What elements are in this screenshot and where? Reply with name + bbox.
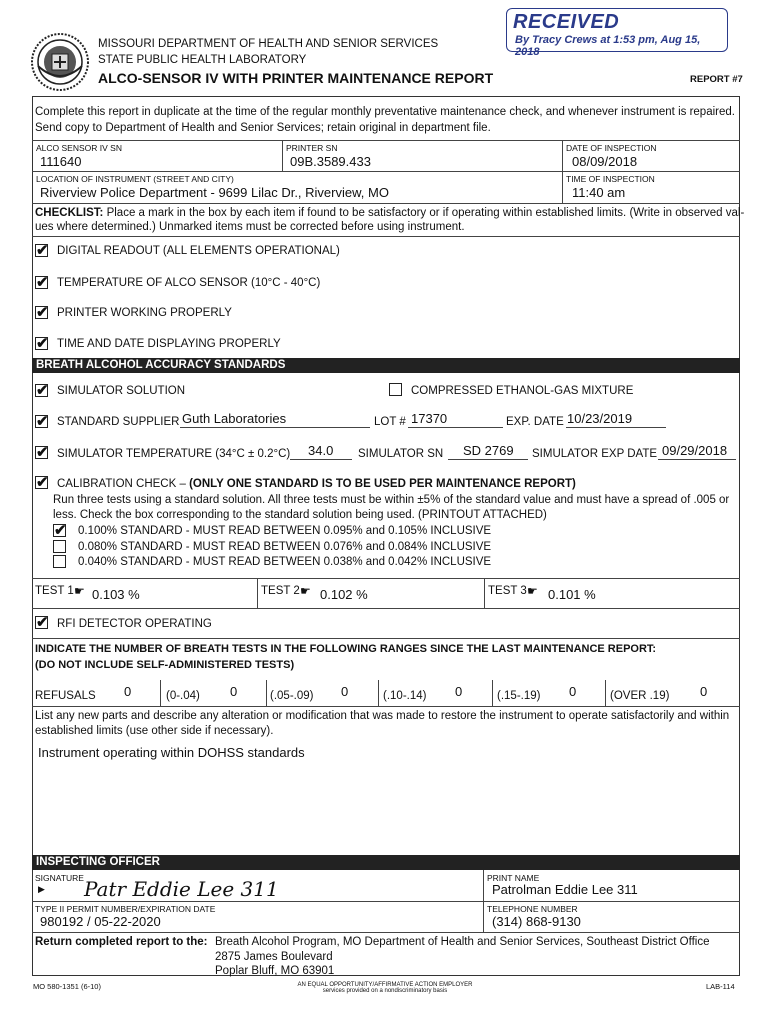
- check-mark-icon: ✔: [36, 382, 49, 399]
- checklist-heading: CHECKLIST:: [35, 207, 104, 219]
- range-label-0-04: (0-.04): [166, 690, 200, 702]
- calibration-heading-a: CALIBRATION CHECK –: [57, 478, 186, 490]
- checklist-intro: [35, 206, 744, 221]
- checkbox-sensor-temperature[interactable]: [35, 276, 48, 289]
- calibration-heading-b: (ONLY ONE STANDARD IS TO BE USED PER MAINTENANCE REPORT): [189, 478, 576, 490]
- parts-entry-field[interactable]: Instrument operating within DOHSS standards: [38, 745, 305, 760]
- state-seal-logo: [30, 32, 90, 92]
- checkbox-standard-0040[interactable]: [53, 555, 66, 568]
- range-value-over-19[interactable]: 0: [700, 684, 708, 699]
- check-mark-icon: ✔: [36, 242, 49, 259]
- permit-label: TYPE II PERMIT NUMBER/EXPIRATION DATE: [35, 904, 216, 914]
- received-stamp-by: By Tracy Crews at 1:53 pm, Aug 15, 2018: [515, 34, 701, 58]
- sim-sn-field[interactable]: SD 2769: [463, 443, 514, 458]
- pointing-hand-icon: ☛: [300, 584, 311, 598]
- checkbox-standard-0100[interactable]: [53, 524, 66, 537]
- range-value-0-04[interactable]: 0: [230, 684, 238, 699]
- check-mark-icon: ✔: [36, 413, 49, 430]
- range-label-refusals: REFUSALS: [35, 690, 96, 702]
- eeo-line-1: AN EQUAL OPPORTUNITY/AFFIRMATIVE ACTION EMPLOYER: [297, 982, 473, 988]
- lot-field[interactable]: 17370: [411, 411, 448, 426]
- checklist-item-printer-working: PRINTER WORKING PROPERLY: [57, 307, 232, 319]
- checklist-intro-line2: ues where determined.) Unmarked items must be corrected before using instrument.: [35, 221, 465, 233]
- checkbox-simulator-solution[interactable]: [35, 384, 48, 397]
- parts-text-1: List any new parts and describe any alteration or modification that was made to restore the instrument to operate satisfactorily and within: [35, 710, 730, 722]
- received-stamp: [506, 8, 728, 58]
- signature-field[interactable]: Patr Eddie Lee 311: [84, 877, 279, 901]
- calibration-text-1: Run three tests using a standard solution. All three tests must be within ±5% of the standard value and must have a spread of .005 or: [53, 494, 730, 506]
- pointing-hand-icon: ☛: [74, 584, 85, 598]
- checkbox-digital-readout[interactable]: [35, 244, 48, 257]
- check-mark-icon: ✔: [36, 614, 49, 631]
- checklist-item-sensor-temperature: TEMPERATURE OF ALCO SENSOR (10°C - 40°C): [57, 277, 321, 289]
- range-value-15-19[interactable]: 0: [569, 684, 577, 699]
- checklist-intro-line1: Place a mark in the box by each item if found to be satisfactory or if operating within established limits. (Write in observed val-: [106, 207, 745, 219]
- eeo-line-2: services provided on a nondiscriminatory basis: [322, 988, 448, 994]
- form-number: MO 580-1351 (6-10): [33, 982, 101, 991]
- arrow-right-icon: ▶: [38, 884, 45, 894]
- phone-label: TELEPHONE NUMBER: [487, 904, 578, 914]
- intro-text: Complete this report in duplicate at the time of the regular monthly preventative maintenance check, and whenever instrument is repaired. Send copy to Department of Health and Senior Services; retain original in department file.: [35, 106, 735, 134]
- range-value-refusals[interactable]: 0: [124, 684, 132, 699]
- print-name-label: PRINT NAME: [487, 873, 540, 883]
- standard-option-0100: 0.100% STANDARD - MUST READ BETWEEN 0.095% and 0.105% INCLUSIVE: [78, 525, 492, 537]
- checkbox-calibration-check[interactable]: [35, 476, 48, 489]
- inspection-date-label: DATE OF INSPECTION: [566, 143, 657, 153]
- test1-field[interactable]: 0.103 %: [92, 587, 140, 602]
- page-title: ALCO-SENSOR IV WITH PRINTER MAINTENANCE REPORT: [98, 70, 494, 86]
- checkbox-time-date[interactable]: [35, 337, 48, 350]
- lab-code: LAB-114: [706, 982, 735, 991]
- alco-sn-field[interactable]: 111640: [40, 154, 82, 169]
- test2-label: TEST 2: [261, 585, 300, 597]
- calibration-heading: [57, 478, 576, 490]
- supplier-label: STANDARD SUPPLIER: [57, 416, 180, 428]
- checkbox-printer-working[interactable]: [35, 306, 48, 319]
- alco-sn-label: ALCO SENSOR IV SN: [36, 143, 122, 153]
- checkbox-standard-0080[interactable]: [53, 540, 66, 553]
- inspection-time-field[interactable]: 11:40 am: [572, 185, 626, 200]
- received-stamp-title: RECEIVED: [513, 11, 620, 33]
- check-mark-icon: ✔: [36, 335, 49, 352]
- calibration-text-2: less. Check the box corresponding to the standard solution being used. (PRINTOUT ATTACHED): [53, 509, 547, 521]
- compressed-gas-label: COMPRESSED ETHANOL-GAS MIXTURE: [411, 385, 634, 397]
- ranges-heading-2: (DO NOT INCLUDE SELF-ADMINISTERED TESTS): [35, 659, 295, 671]
- location-label: LOCATION OF INSTRUMENT (STREET AND CITY): [36, 174, 234, 184]
- sim-temp-label: SIMULATOR TEMPERATURE (34°C ± 0.2°C): [57, 448, 291, 460]
- range-value-10-14[interactable]: 0: [455, 684, 463, 699]
- test3-field[interactable]: 0.101 %: [548, 587, 596, 602]
- lot-label: LOT #: [374, 416, 406, 428]
- checklist-item-digital-readout: DIGITAL READOUT (ALL ELEMENTS OPERATIONAL): [57, 245, 340, 257]
- return-address-line2: 2875 James Boulevard: [215, 951, 333, 963]
- location-field[interactable]: Riverview Police Department - 9699 Lilac Dr., Riverview, MO: [40, 185, 389, 200]
- checkbox-simulator-temperature[interactable]: [35, 446, 48, 459]
- sim-temp-field[interactable]: 34.0: [308, 443, 334, 458]
- range-value-05-09[interactable]: 0: [341, 684, 349, 699]
- print-name-field[interactable]: Patrolman Eddie Lee 311: [492, 882, 638, 897]
- range-label-05-09: (.05-.09): [270, 690, 314, 702]
- inspection-date-field[interactable]: 08/09/2018: [572, 154, 638, 169]
- range-label-15-19: (.15-.19): [497, 690, 541, 702]
- eeo-statement: [290, 982, 480, 994]
- check-mark-icon: ✔: [36, 304, 49, 321]
- exp-date-field[interactable]: 10/23/2019: [567, 411, 633, 426]
- sim-sn-label: SIMULATOR SN: [358, 448, 444, 460]
- ranges-heading-1: INDICATE THE NUMBER OF BREATH TESTS IN THE FOLLOWING RANGES SINCE THE LAST MAINTENANCE REPORT:: [35, 643, 657, 655]
- report-number: REPORT #7: [690, 74, 743, 85]
- rfi-detector-label: RFI DETECTOR OPERATING: [57, 618, 212, 630]
- printer-sn-label: PRINTER SN: [286, 143, 338, 153]
- test3-label: TEST 3: [488, 585, 527, 597]
- permit-field[interactable]: 980192 / 05-22-2020: [40, 914, 161, 929]
- standard-option-0040: 0.040% STANDARD - MUST READ BETWEEN 0.038% and 0.042% INCLUSIVE: [78, 556, 492, 568]
- pointing-hand-icon: ☛: [527, 584, 538, 598]
- lab-name: STATE PUBLIC HEALTH LABORATORY: [98, 54, 307, 66]
- range-label-over-19: (OVER .19): [610, 690, 670, 702]
- check-mark-icon: ✔: [36, 444, 49, 461]
- check-mark-icon: ✔: [36, 474, 49, 491]
- dept-name: MISSOURI DEPARTMENT OF HEALTH AND SENIOR SERVICES: [98, 38, 439, 50]
- checkbox-compressed-gas[interactable]: [389, 383, 402, 396]
- sim-exp-label: SIMULATOR EXP DATE: [532, 448, 658, 460]
- sim-exp-field[interactable]: 09/29/2018: [662, 443, 728, 458]
- inspection-time-label: TIME OF INSPECTION: [566, 174, 655, 184]
- signature-label: SIGNATURE: [35, 873, 84, 883]
- check-mark-icon: ✔: [54, 522, 67, 539]
- return-label: Return completed report to the:: [35, 936, 208, 948]
- simulator-solution-label: SIMULATOR SOLUTION: [57, 385, 186, 397]
- phone-field[interactable]: (314) 868-9130: [492, 914, 581, 929]
- standards-section-bar: BREATH ALCOHOL ACCURACY STANDARDS: [32, 358, 740, 373]
- test2-field[interactable]: 0.102 %: [320, 587, 368, 602]
- standard-option-0080: 0.080% STANDARD - MUST READ BETWEEN 0.076% and 0.084% INCLUSIVE: [78, 541, 492, 553]
- parts-text-2: established limits (use other side if necessary).: [35, 725, 274, 737]
- printer-sn-field[interactable]: 09B.3589.433: [290, 154, 371, 169]
- check-mark-icon: ✔: [36, 274, 49, 291]
- test1-label: TEST 1: [35, 585, 74, 597]
- supplier-field[interactable]: Guth Laboratories: [182, 411, 287, 426]
- checklist-item-time-date: TIME AND DATE DISPLAYING PROPERLY: [57, 338, 281, 350]
- return-address-line3: Poplar Bluff, MO 63901: [215, 965, 335, 977]
- return-address-line1: Breath Alcohol Program, MO Department of Health and Senior Services, Southeast District Office: [215, 936, 710, 948]
- inspecting-officer-bar: INSPECTING OFFICER: [32, 855, 740, 870]
- checkbox-standard-supplier[interactable]: [35, 415, 48, 428]
- range-label-10-14: (.10-.14): [383, 690, 427, 702]
- checkbox-rfi-detector[interactable]: [35, 616, 48, 629]
- exp-date-label: EXP. DATE: [506, 416, 564, 428]
